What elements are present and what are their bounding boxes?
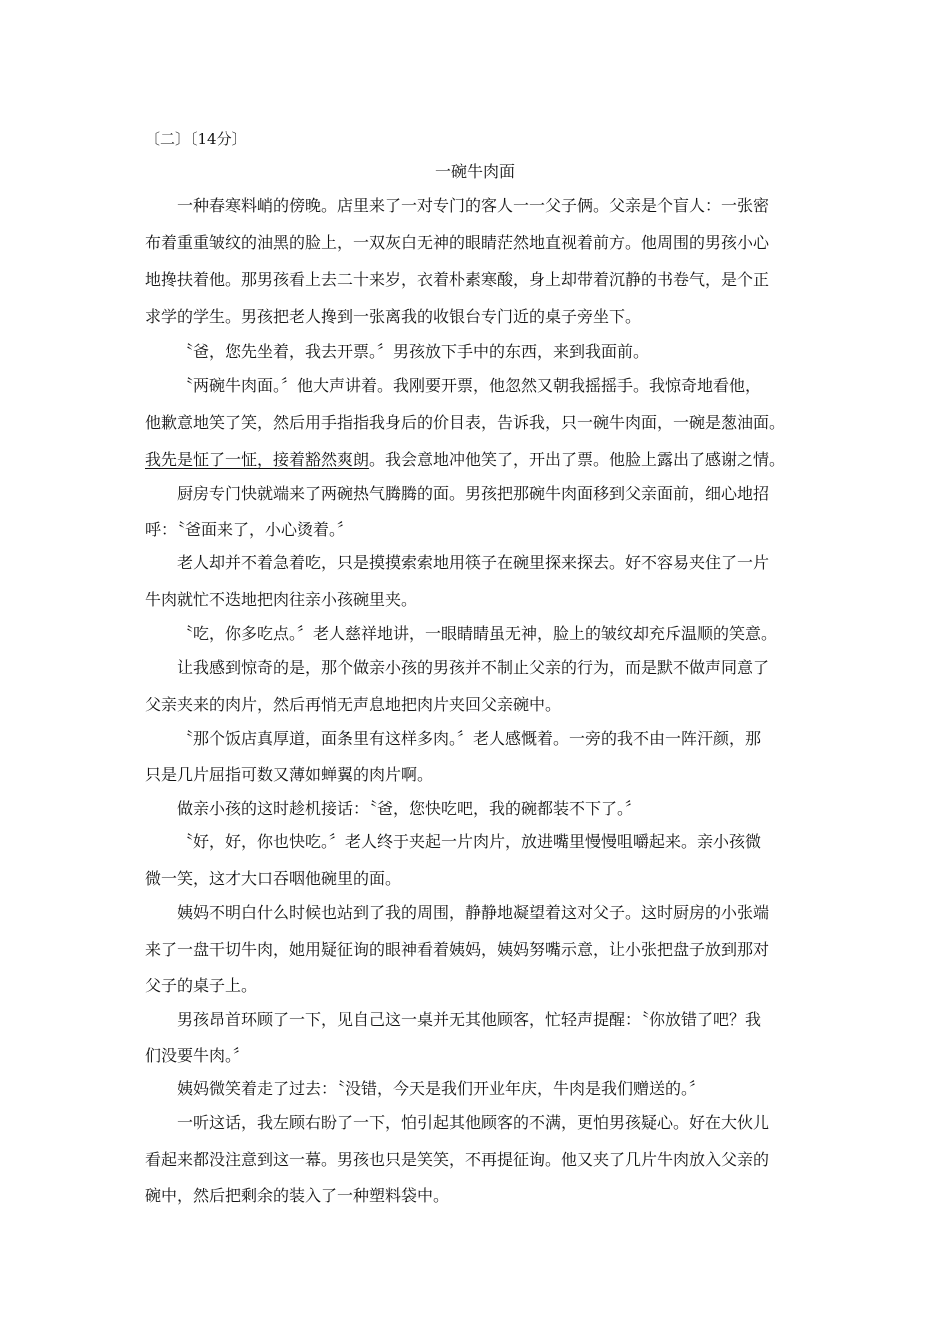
text-line: 〝爸，您先坐着，我去开票。〞男孩放下手中的东西，来到我面前。 <box>177 342 650 361</box>
section-label: 〔二〕〔14分〕 <box>145 130 247 148</box>
text-line <box>145 450 785 470</box>
text-line: 做亲小孩的这时趁机接话：〝爸，您快吃吧，我的碗都装不下了。〞 <box>177 799 642 818</box>
text-line: 老人却并不着急着吃，只是摸摸索索地用筷子在碗里探来探去。好不容易夹住了一片 <box>177 553 770 572</box>
text-line: 牛肉就忙不迭地把肉往亲小孩碗里夹。 <box>145 590 418 609</box>
text-line: 求学的学生。男孩把老人搀到一张离我的收银台专门近的桌子旁坐下。 <box>145 307 642 326</box>
text-line: 父亲夹来的肉片，然后再悄无声息地把肉片夹回父亲碗中。 <box>145 695 562 714</box>
text-line: 一种春寒料峭的傍晚。店里来了一对专门的客人一一父子俩。父亲是个盲人：一张密 <box>177 196 770 215</box>
text-line: 一听这话，我左顾右盼了一下，怕引起其他顾客的不满，更怕男孩疑心。好在大伙儿 <box>177 1113 770 1132</box>
article-title: 一碗牛肉面 <box>434 162 515 181</box>
text-line: 看起来都没注意到这一幕。男孩也只是笑笑，不再提征询。他又夹了几片牛肉放入父亲的 <box>145 1150 770 1169</box>
text-line: 们没要牛肉。〞 <box>145 1046 250 1065</box>
text-line: 〝两碗牛肉面。〞他大声讲着。我刚要开票，他忽然又朝我摇摇手。我惊奇地看他， <box>177 376 762 395</box>
text-line: 布着重重皱纹的油黑的脸上，一双灰白无神的眼睛茫然地直视着前方。他周围的男孩小心 <box>145 233 770 252</box>
text-line: 微一笑，这才大口吞咽他碗里的面。 <box>145 869 402 888</box>
text-line: 〝好，好，你也快吃。〞老人终于夹起一片肉片，放进嘴里慢慢咀嚼起来。亲小孩微 <box>177 832 762 851</box>
text-line: 碗中，然后把剩余的装入了一种塑料袋中。 <box>145 1186 450 1205</box>
line-continuation: 。我会意地冲他笑了，开出了票。他脸上露出了感谢之情。 <box>369 450 786 469</box>
text-line: 父子的桌子上。 <box>145 976 258 995</box>
text-line: 〝吃，你多吃点。〞老人慈祥地讲，一眼睛睛虽无神，脸上的皱纹却充斥温顺的笑意。 <box>177 624 778 643</box>
text-line: 男孩昂首环顾了一下，见自己这一桌并无其他顾客，忙轻声提醒：〝你放错了吧？我 <box>177 1010 762 1029</box>
underlined-phrase: 我先是怔了一怔，接着豁然爽朗 <box>145 450 370 469</box>
text-line: 姨妈微笑着走了过去：〝没错，今天是我们开业年庆，牛肉是我们赠送的。〞 <box>177 1079 706 1098</box>
text-line: 〝那个饭店真厚道，面条里有这样多肉。〞老人感慨着。一旁的我不由一阵汗颜，那 <box>177 729 762 748</box>
text-line: 呼：〝爸面来了，小心烫着。〞 <box>145 520 354 539</box>
text-line: 厨房专门快就端来了两碗热气腾腾的面。男孩把那碗牛肉面移到父亲面前，细心地招 <box>177 484 770 503</box>
text-line: 让我感到惊奇的是，那个做亲小孩的男孩并不制止父亲的行为，而是默不做声同意了 <box>177 658 770 677</box>
text-line: 他歉意地笑了笑，然后用手指指我身后的价目表，告诉我，只一碗牛肉面，一碗是葱油面。 <box>145 413 786 432</box>
text-line: 来了一盘干切牛肉，她用疑征询的眼神看着姨妈，姨妈努嘴示意，让小张把盘子放到那对 <box>145 940 770 959</box>
text-line: 姨妈不明白什么时候也站到了我的周围，静静地凝望着这对父子。这时厨房的小张端 <box>177 903 770 922</box>
text-line: 地搀扶着他。那男孩看上去二十来岁，衣着朴素寒酸，身上却带着沉静的书卷气，是个正 <box>145 270 770 289</box>
text-line: 只是几片屈指可数又薄如蝉翼的肉片啊。 <box>145 765 434 784</box>
